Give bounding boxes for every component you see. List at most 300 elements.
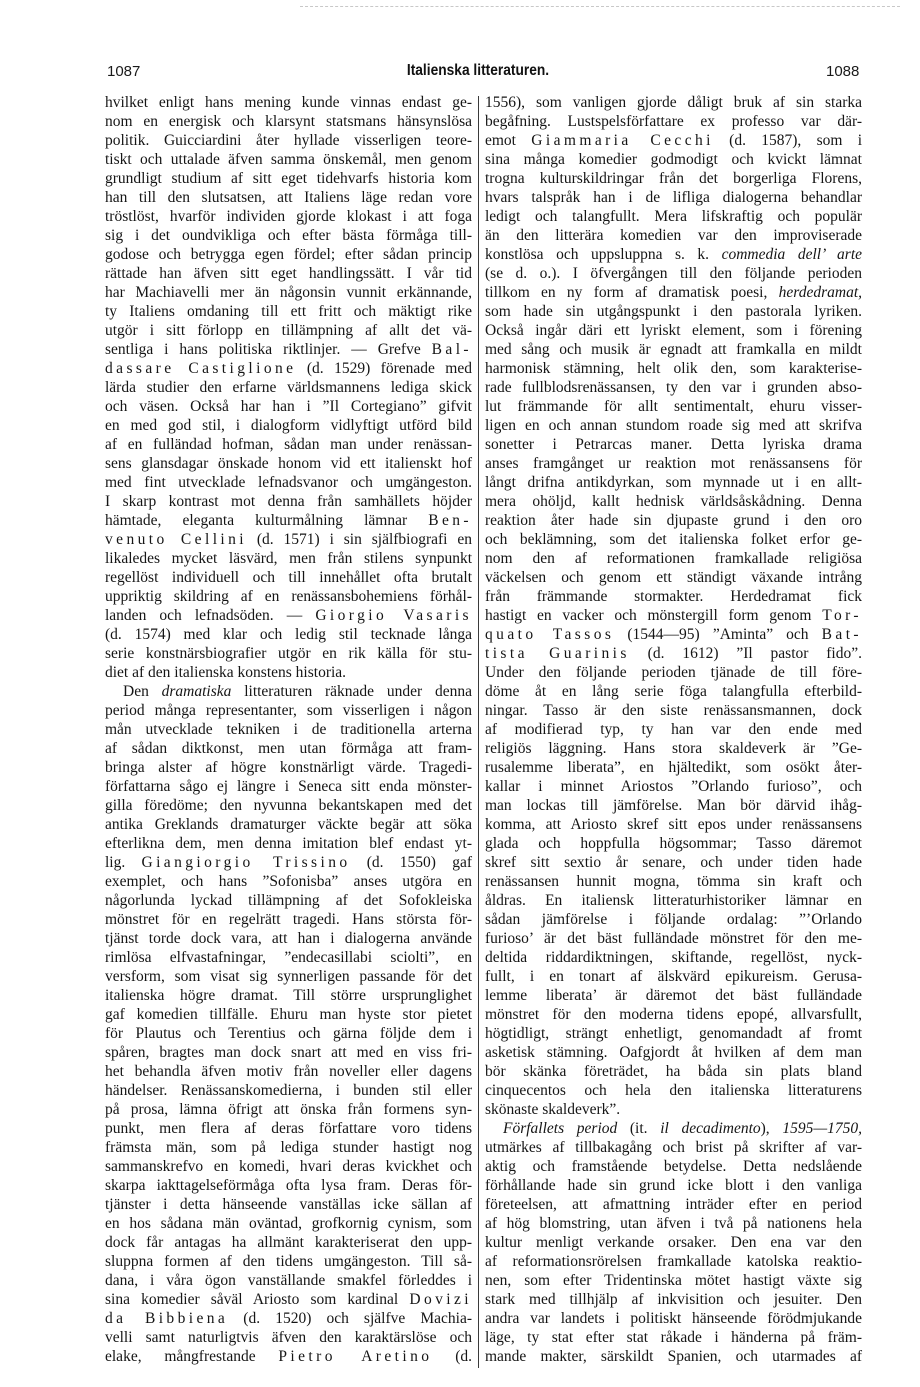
text-line (485, 587, 862, 606)
text-run: mönstret för en regelrätt tragedi. Hans största för- (105, 911, 472, 928)
text-run: med sång och musik är egnadt att framkalla en mildt (485, 341, 862, 358)
text-line (105, 872, 472, 891)
text-run: bringa alster af högre konstnärligt värde. Tragedi- (105, 759, 472, 776)
text-line (485, 834, 862, 853)
text-line (105, 1271, 472, 1290)
text-line (485, 1138, 862, 1157)
text-line (105, 473, 472, 492)
text-line (485, 1100, 862, 1119)
text-run: har Machiavelli mer än någonsin vunnit erkännande, (105, 284, 472, 301)
text-line (485, 397, 862, 416)
text-run: serie konstnärsbiografier utgör en rik källa för stu- (105, 645, 472, 662)
text-run: utgör i sitt förlopp en tillämpning af allt det vä- (105, 322, 472, 339)
text-line (485, 815, 862, 834)
text-run: 1556), som vanligen gjorde dåligt bruk af sin starka (485, 94, 862, 111)
text-line (105, 910, 472, 929)
text-run: högtidligt, strängt enhetligt, genomandadt af fromt (485, 1025, 862, 1042)
paragraph (485, 1119, 862, 1366)
spaced-name: Giorgio Vasaris (315, 607, 472, 624)
text-line (105, 682, 472, 701)
spaced-name: Bat- (821, 626, 862, 643)
text-line (105, 1309, 472, 1328)
text-line (105, 378, 472, 397)
text-line (485, 967, 862, 986)
text-line (105, 720, 472, 739)
page-number-right: 1088 (826, 63, 860, 80)
text-run: af modifierad typ, ty han var den ende med (485, 721, 862, 738)
text-run: kultur menligt verkande orsaker. Den ena var den (485, 1234, 862, 1251)
text-run: antika Greklands dramaturger väckte begär att söka (105, 816, 472, 833)
text-line (105, 1252, 472, 1271)
text-line (105, 454, 472, 473)
text-run: (d. 1529) förenade med (296, 360, 472, 377)
text-run: (d. 1574) med klar och ledig stil tecknade långa (105, 626, 472, 643)
text-run: och väsen. Också har han i ”Il Cortegiano” gifvit (105, 398, 472, 415)
text-line (105, 1214, 472, 1233)
text-run: än den litterära komedien var den improviserade (485, 227, 862, 244)
text-line (485, 1271, 862, 1290)
text-line (105, 1119, 472, 1138)
text-line (485, 1176, 862, 1195)
text-line (485, 929, 862, 948)
text-column-right (485, 93, 862, 1366)
text-run: (d. 1550) gaf (350, 854, 472, 871)
text-line (485, 758, 862, 777)
paragraph (105, 93, 472, 682)
text-run: efterlikna dem, men denna imitation blef endast yt- (105, 835, 472, 852)
spaced-name: Giammaria Cecchi (531, 132, 714, 149)
text-line (105, 302, 472, 321)
text-line (485, 1062, 862, 1081)
text-line (485, 283, 862, 302)
text-run: ), (760, 1120, 783, 1137)
text-run: furioso’ är det bäst fulländade mönstret för den me- (485, 930, 862, 947)
text-line (105, 1062, 472, 1081)
text-line (105, 112, 472, 131)
text-run: italienska högre dramat. Till större ursprunglighet (105, 987, 472, 1004)
text-line (485, 321, 862, 340)
text-line (485, 131, 862, 150)
text-line (485, 1252, 862, 1271)
text-line (105, 853, 472, 872)
text-line (485, 264, 862, 283)
text-line (105, 416, 472, 435)
text-line (105, 777, 472, 796)
text-run: nen, som efter Tridentinska mötet hastigt växte sig (485, 1272, 862, 1289)
text-run: tjänst torde dock vara, att han i dialogerna använde (105, 930, 472, 947)
text-line (485, 1043, 862, 1062)
text-run: sentliga i hans politiska riktlinjer. — Grefve (105, 341, 432, 358)
text-line (105, 929, 472, 948)
text-run: väckelsen och genom ett ständigt växande intrång (485, 569, 862, 586)
text-line (485, 492, 862, 511)
text-run: mönstret för den moderna tidens epopé, allvarsfullt, (485, 1006, 862, 1023)
text-run: ledigt och talangfullt. Mera lifskraftig och populär (485, 208, 862, 225)
text-run: rättade han äfven sitt eget handlingssätt. I vår tid (105, 265, 472, 282)
text-run: grundligt studium af sitt eget tidehvarfs historia kom (105, 170, 472, 187)
paragraph (105, 682, 472, 1366)
text-run: rimlösa elfvastafningar, ”endecasillabi sciolti”, en (105, 949, 472, 966)
text-run: emot (485, 132, 532, 149)
text-run: diet af den italienska konstens historia. (105, 664, 347, 681)
text-line (105, 948, 472, 967)
text-run: stark med tillhjälp af inkvisition och jesuiter. Den (485, 1291, 862, 1308)
text-run: (d. 1587), som i (713, 132, 862, 149)
text-line (485, 530, 862, 549)
text-run: spåren, bragtes man dock snart att med en viss fri- (105, 1044, 472, 1061)
text-line (485, 112, 862, 131)
text-run: (d. 1520) och själfve Machia- (228, 1310, 472, 1327)
text-run: cinquecentos och hela den italienska litteraturens (485, 1082, 862, 1099)
text-run: landen och lefnadsöden. — (105, 607, 316, 624)
column-divider (478, 96, 479, 1368)
text-run: punkt, men flera af deras författare voro tidens (105, 1120, 472, 1137)
text-run: bör skänka företrädet, ha båda sin plats bland (485, 1063, 862, 1080)
text-run: tröstlöst, hvarför individen gjorde klokast i att foga (105, 208, 472, 225)
text-run: hvilket enligt hans mening kunde vinnas endast ge- (105, 94, 472, 111)
text-run: (d. (432, 1348, 472, 1365)
text-run: (1544—95) ”Aminta” och (614, 626, 822, 643)
text-line (485, 682, 862, 701)
text-run: I skarp kontrast mot denna från samhällets höjder (105, 493, 472, 510)
text-run: främsta män, som på lediga stunder hastigt nog (105, 1139, 472, 1156)
text-line (485, 720, 862, 739)
spaced-name: quato Tassos (485, 626, 615, 643)
text-line (485, 454, 862, 473)
paragraph (485, 93, 862, 1119)
text-run: lärda studier den erfarne världsmannens lediga skick (105, 379, 472, 396)
spaced-name: Pietro Aretino (278, 1348, 433, 1365)
text-line (485, 1119, 862, 1138)
text-line (105, 967, 472, 986)
text-line (105, 701, 472, 720)
text-line (485, 1290, 862, 1309)
spaced-name: Ben- (428, 512, 472, 529)
text-line (485, 1214, 862, 1233)
text-line (485, 1005, 862, 1024)
text-run: Den (123, 683, 162, 700)
text-line (485, 796, 862, 815)
text-line (105, 587, 472, 606)
text-run: litteraturen räknade under denna (231, 683, 472, 700)
text-line (105, 1233, 472, 1252)
text-line (105, 606, 472, 625)
scan-edge-artifact (300, 6, 900, 7)
text-line (105, 188, 472, 207)
text-run: dana, i våra ögon vanställande smakfel förleddes i (105, 1272, 472, 1289)
text-line (485, 1157, 862, 1176)
text-line (485, 1233, 862, 1252)
text-run: skarpa iakttagelseförmåga ofta lysa fram. Deras för- (105, 1177, 472, 1194)
running-title: Italienska litteraturen. (406, 62, 550, 79)
text-run: glada och hoppfulla högsommar; Tasso däremot (485, 835, 862, 852)
text-line (485, 226, 862, 245)
text-run: anses framgånget ur reaktion mot renässansens för (485, 455, 862, 472)
text-run: mande makter, särskildt Spanien, och utarmades af (485, 1348, 862, 1365)
text-line (485, 1081, 862, 1100)
text-run: sig i det oundvikliga och efter bästa förmåga till- (105, 227, 472, 244)
text-run: på prosa, lämna öfrigt att önska från formens syn- (105, 1101, 472, 1118)
text-run: regellöst individuell och till innehållet ofta brutalt (105, 569, 472, 586)
text-line (485, 359, 862, 378)
text-run: mån utvecklade tekniken i de traditionella arterna (105, 721, 472, 738)
italic-term: 1595—1750, (782, 1120, 862, 1137)
text-line (485, 302, 862, 321)
text-line (485, 739, 862, 758)
text-line (485, 93, 862, 112)
text-run: af en fulländad hofman, sådan man under renässan- (105, 436, 472, 453)
text-run: renässansen hunnit mogna, tömma sin kraft och (485, 873, 862, 890)
text-run: händelser. Renässanskomedierna, i bunden stil eller (105, 1082, 472, 1099)
spaced-name: Dovizi (409, 1291, 472, 1308)
text-line (485, 340, 862, 359)
text-line (105, 834, 472, 853)
text-line (105, 1100, 472, 1119)
text-line (105, 492, 472, 511)
text-run: godose och betrygga egen fördel; efter sådan princip (105, 246, 472, 263)
text-run: Under den följande perioden tjänade de till före- (485, 664, 862, 681)
text-line (105, 758, 472, 777)
text-run: gaf komedien tillfälle. Ehuru man hyste stor pietet (105, 1006, 472, 1023)
text-line (105, 169, 472, 188)
text-run: med fint utvecklade lefnadsvanor och umgängeston. (105, 474, 472, 491)
text-run: döme åt en lång serie föga talangfulla efterbild- (485, 683, 862, 700)
text-line (485, 701, 862, 720)
text-run: kallar i minnet Ariostos ”Orlando furioso”, och (485, 778, 862, 795)
text-line (485, 1328, 862, 1347)
text-line (105, 549, 472, 568)
text-line (485, 378, 862, 397)
text-column-left (105, 93, 472, 1366)
text-line (105, 644, 472, 663)
text-run: af hög blomstring, utan äfven i två på nationens hela (485, 1215, 862, 1232)
text-run: harmonisk stämning, helt olik den, som karakterise- (485, 360, 862, 377)
text-line (105, 1081, 472, 1100)
text-run: tillkom en ny form af dramatisk poesi, (485, 284, 779, 301)
text-run: ningar. Tasso är den siste renässansmannen, dock (485, 702, 862, 719)
text-line (105, 1290, 472, 1309)
text-line (105, 1157, 472, 1176)
spaced-name: Giangiorgio Trissino (141, 854, 351, 871)
text-line (105, 131, 472, 150)
text-run: andra var landets i politiskt hänseende förödmjukande (485, 1310, 862, 1327)
text-run: skref sitt sextio år senare, och under tiden hade (485, 854, 862, 871)
text-run: från främmande stormakter. Herdedramat fick (485, 588, 862, 605)
text-line (105, 359, 472, 378)
text-line (485, 188, 862, 207)
text-run: (d. 1612) ”Il pastor fido”. (629, 645, 862, 662)
text-run: (d. 1571) i sin själfbiografi en (247, 531, 472, 548)
text-line (105, 1195, 472, 1214)
text-line (485, 948, 862, 967)
text-run: sens glansdagar önskade honom vid ett italienskt hof (105, 455, 472, 472)
text-run: Också ingår däri ett lyriskt element, som i förening (485, 322, 862, 339)
text-line (105, 1138, 472, 1157)
text-line (105, 264, 472, 283)
text-run: han till den slutsatsen, att Italiens läge redan vore (105, 189, 472, 206)
italic-term: commedia dell’ arte (721, 246, 863, 263)
text-line (485, 663, 862, 682)
spaced-name: Bal- (431, 341, 472, 358)
text-line (485, 416, 862, 435)
text-run: fullt, i en tonart af älskvärd epikureism. Gerusa- (485, 968, 862, 985)
spaced-name: da Bibbiena (105, 1310, 229, 1327)
text-run: som hade sin utgångspunkt i den pastorala lyriken. (485, 303, 862, 320)
text-run: läge, ty stat efter stat råkade i händerna på främ- (485, 1329, 862, 1346)
text-line (105, 568, 472, 587)
spaced-name: venuto Cellini (105, 531, 247, 548)
text-run: man lockas till jämförelse. Man bör därvid ihåg- (485, 797, 862, 814)
text-run: af sådan diktkonst, men utan förmåga att fram- (105, 740, 472, 757)
text-line (485, 910, 862, 929)
text-line (105, 207, 472, 226)
page-number-left: 1087 (107, 63, 141, 80)
text-line (485, 1347, 862, 1366)
text-line (105, 1005, 472, 1024)
text-line (105, 511, 472, 530)
text-line (485, 853, 862, 872)
text-line (485, 549, 862, 568)
text-line (485, 568, 862, 587)
text-line (105, 226, 472, 245)
text-run: uppriktig skildring af en renässansbohemiens förhål- (105, 588, 472, 605)
text-run: hvars talspråk han i de lifliga dialogerna behandlar (485, 189, 862, 206)
text-line (105, 1024, 472, 1043)
text-run: lut främmande för allt sentimentalt, ehuru visser- (485, 398, 862, 415)
text-line (485, 207, 862, 226)
text-line (485, 245, 862, 264)
text-run: reaktion åter hade sin djupaste grund i den oro (485, 512, 862, 529)
text-line (485, 1024, 862, 1043)
text-line (105, 739, 472, 758)
text-run: velli samt naturligtvis äfven den karaktärslöse och (105, 1329, 472, 1346)
text-run: elake, mångfrestande (105, 1348, 279, 1365)
text-run: begåfning. Lustspelsförfattare ex professo var där- (485, 113, 862, 130)
spaced-name: dassare Castiglione (105, 360, 297, 377)
text-line (105, 891, 472, 910)
text-line (105, 815, 472, 834)
text-run: (it. (617, 1120, 661, 1137)
text-run: asketisk stämning. Oafgjordt åt hvilken af dem man (485, 1044, 862, 1061)
text-run: tjänster i detta hänseende vanställas icke sällan af (105, 1196, 472, 1213)
text-line (105, 1328, 472, 1347)
text-run: skönaste skaldeverk”. (485, 1101, 621, 1118)
italic-term: il decadimento (660, 1120, 761, 1137)
text-run: rade fullblodsrenässansen, ty den var i grunden abso- (485, 379, 862, 396)
text-run: en med god stil, i dialogform vidlyftigt utförd bild (105, 417, 472, 434)
text-run: het behandla äfven motiv från noveller eller dagens (105, 1063, 472, 1080)
text-line (105, 321, 472, 340)
text-line (485, 1195, 862, 1214)
text-run: åldras. En italiensk litteraturhistoriker lämnar en (485, 892, 862, 909)
text-run: ty Italiens omdaning till ett fritt och mäktigt rike (105, 303, 472, 320)
text-run: likaledes mycket läsvärd, men från stilens synpunkt (105, 550, 472, 567)
text-line (485, 625, 862, 644)
text-run: rusalemme liberata”, en hjältedikt, som osökt åter- (485, 759, 862, 776)
text-line (105, 530, 472, 549)
text-run: utmärkes af tillbakagång och brist på skrifter af var- (485, 1139, 862, 1156)
text-run: dock får antagas ha allmänt karakteriserat den upp- (105, 1234, 472, 1251)
text-run: religiös läggning. Hans stora skaldeverk är ”Ge- (485, 740, 862, 757)
text-run: konstlösa och uppsluppna s. k. (485, 246, 722, 263)
text-run: sonetter i Petrarcas maner. Detta lyriska drama (485, 436, 862, 453)
text-run: trogna kulturskildringar från det borgerliga Florens, (485, 170, 862, 187)
text-line (105, 986, 472, 1005)
text-line (485, 473, 862, 492)
text-run: politik. Guicciardini åter hyllade visserligen teore- (105, 132, 472, 149)
text-run: (se d. o.). I öfvergången till den följande perioden (485, 265, 862, 282)
text-run: ligen en och annan stundom roade sig med att skrifva (485, 417, 862, 434)
text-run: en hos sådana män oväntad, grofkornig cynism, som (105, 1215, 472, 1232)
text-run: sammanskrefvo en komedi, hvari deras kvickhet och (105, 1158, 472, 1175)
text-run: tiskt och uttalade äfven samma önskemål, men genom (105, 151, 472, 168)
text-line (485, 777, 862, 796)
text-line (105, 245, 472, 264)
text-run: sina många komedier godmodigt och kvickt lämnat (485, 151, 862, 168)
text-run: period många representanter, som visserligen i någon (105, 702, 472, 719)
text-run: någorlunda lyckad tillämpning af det Sofokleiska (105, 892, 472, 909)
text-line (485, 986, 862, 1005)
text-line (105, 283, 472, 302)
text-run: nom en energisk och klarsynt statsmans hänsynslösa (105, 113, 472, 130)
text-run: författarna sågo ej längre i Seneca sitt enda mönster- (105, 778, 472, 795)
text-line (105, 625, 472, 644)
text-line (485, 891, 862, 910)
text-line (105, 93, 472, 112)
text-line (105, 1347, 472, 1366)
text-run: versform, som visat sig synnerligen passande för det (105, 968, 472, 985)
text-run: sina komedier såväl Ariosto som kardinal (105, 1291, 410, 1308)
text-line (105, 435, 472, 454)
text-line (105, 1176, 472, 1195)
text-run: exemplet, och hans ”Sofonisba” anses utgöra en (105, 873, 472, 890)
spaced-name: Tor- (822, 607, 862, 624)
text-line (485, 606, 862, 625)
text-line (485, 435, 862, 454)
text-run: nom den af reformationen framkallade religiösa (485, 550, 862, 567)
text-line (485, 1309, 862, 1328)
text-run: gilla föredöme; den nyvunna bekantskapen med det (105, 797, 472, 814)
text-line (105, 663, 472, 682)
text-run: för Plautus och Terentius och gärna följde dem i (105, 1025, 472, 1042)
text-line (105, 340, 472, 359)
text-run: af reformationsrörelsen framkallade katolska reaktio- (485, 1253, 862, 1270)
italic-term: herdedramat, (778, 284, 862, 301)
text-run: lemme liberata’ är däremot det bäst fulländade (485, 987, 862, 1004)
italic-term: dramatiska (161, 683, 232, 700)
text-line (105, 796, 472, 815)
text-run: och beklämning, som det italienska folket erfor ge- (485, 531, 862, 548)
text-run: förhållande hade sin grund icke blott i den vanliga (485, 1177, 862, 1194)
text-run: hämtade, eleganta kulturmålning lämnar (105, 512, 429, 529)
text-run: sådan jämförelse i följande ordalag: ”’Orlando (485, 911, 862, 928)
text-run: företeelsen, att afmattning inträder efter en period (485, 1196, 862, 1213)
text-line (485, 169, 862, 188)
text-line (105, 1043, 472, 1062)
text-run: deltida riddardiktningen, skiftande, regellöst, nyck- (485, 949, 862, 966)
text-line (485, 511, 862, 530)
text-line (105, 150, 472, 169)
spaced-name: tista Guarinis (485, 645, 630, 662)
text-line (485, 150, 862, 169)
text-line (485, 644, 862, 663)
text-run: hastigt en vacker och mönstergill form genom (485, 607, 823, 624)
text-run: mera ohöljd, kallt hednisk världsåskådning. Denna (485, 493, 862, 510)
text-line (105, 397, 472, 416)
text-run: långt drifna antikdyrkan, som mynnade ut i en allt- (485, 474, 862, 491)
text-run: komma, att Ariosto skref sitt epos under renässansens (485, 816, 862, 833)
text-run: aktig och framstående betydelse. Detta nedslående (485, 1158, 862, 1175)
